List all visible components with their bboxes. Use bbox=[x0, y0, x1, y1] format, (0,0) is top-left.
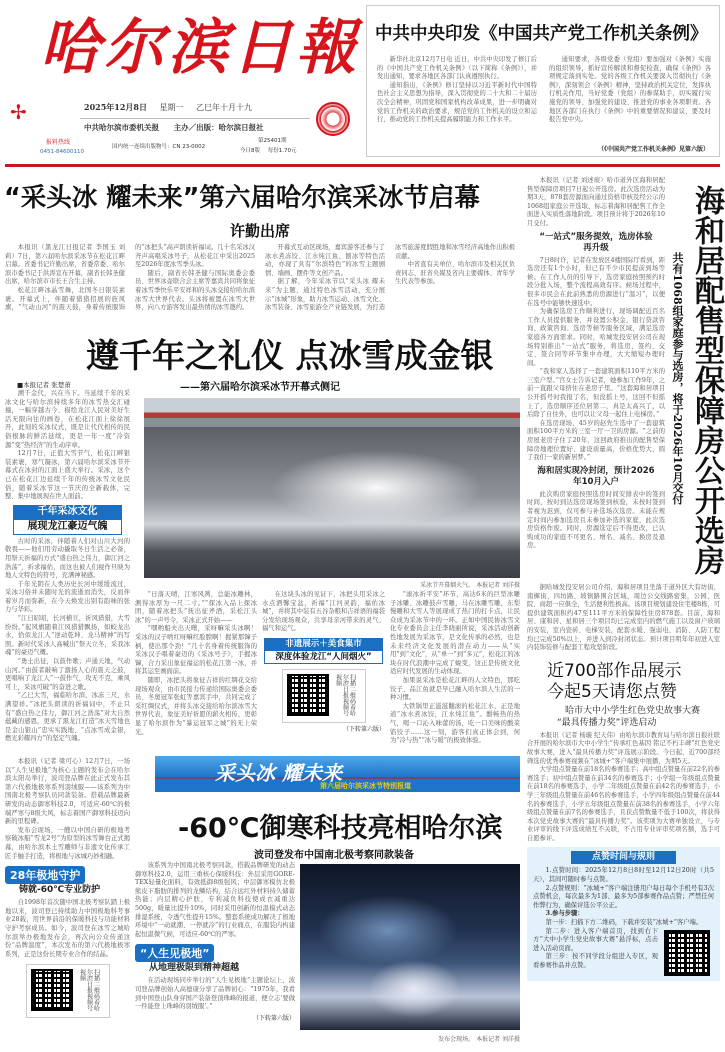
issue-date: 2025年12月8日 bbox=[84, 102, 147, 112]
feature-left-column bbox=[5, 380, 130, 744]
rules-title: 点赞时间与规则 bbox=[571, 851, 676, 864]
section-tag bbox=[5, 864, 130, 884]
qr-caption: 扫描二维码看哈尔滨日报视频号视频 bbox=[78, 969, 100, 1012]
feature-column-a bbox=[135, 591, 257, 737]
paragraph: 大铁锅里正滋滋翻滚的松花江水，正是地道“冰水煮冰饺，江水炖江鱼”。酣畅热的热气，喝一口沁入味蕾的汤，吃一口美味的酸菜馅饺子……这一刻，游客们真正体会到，何为“冷与热”“冰与暖”的极致体验。 bbox=[390, 702, 520, 745]
section-subtitle: “一站式”服务提效，选房体验再升级 bbox=[539, 231, 653, 253]
contest-headline-line1[interactable]: 近700部作品展示 bbox=[547, 660, 682, 681]
launch-event-photo[interactable] bbox=[300, 864, 520, 1030]
paragraph: “江日昭昭，长河横亘，祈风猎猎，大雪纷纷。”起风旗随着江风猎猎飘扬，如蛟龙出水，恰似龙江人“逆动乾坤、龙马精神”的写照。新时代采冰人高喊出“祭天立冬，采我冰魂”的豪迈气概。 bbox=[5, 615, 130, 657]
paragraph: 随后，副省长韩圣健与国际奥委会委员、世界冰壶联合会主席等嘉宾共同将象征着冰雪季快乐平安祥和的头冰交接给哈尔滨冰雪大世界代表。头冰将被置在冰雪大世界，向八方游客发出最热情的冰雪邀约。 bbox=[135, 269, 255, 312]
masthead-divider bbox=[80, 118, 310, 119]
weekday: 星期一 bbox=[159, 103, 184, 112]
app-download-qr-code[interactable] bbox=[664, 930, 710, 976]
section-tag-label: 28年极地守护 bbox=[5, 866, 85, 884]
red-divider bbox=[5, 164, 720, 167]
rule-item: 2.点赞规则：“冰城+”客户端注册用户每日每个手机号有3次点赞机会，每次最多为1部、最多为5部参赛作品点赞；严禁任何作弊行为，确保评选公平公正。 bbox=[533, 884, 714, 909]
paragraph: 本报讯（黑龙江日报记者 李国玉 刘莉）7日，第六届哈尔滨采冰节在松花江畔启幕。省委书记许勤出席，省委常委、哈尔滨市委书记于洪涛宣布开幕，副省长韩圣健出席，哈尔滨市市长王合生主持。 bbox=[5, 244, 125, 286]
paragraph: 本报讯（记者 杨璇 纪天伟）由哈尔滨市教育局与哈尔滨日报社联合开展的哈尔滨市大中小学生“传承红色基因 铭记不朽丰碑”红色党史故事大赛，进入“最具传播力奖”评选展示阶段。今日起，近700部经筛选的优秀参赛视频在“冰城+”客户端集中展播，为期5天。 bbox=[527, 731, 720, 765]
section-subtitle: 从地理极限到精神超越 bbox=[149, 963, 240, 974]
section-subtitle: 海和居实现冷封闭，预计2026年10月入户 bbox=[537, 465, 655, 487]
right-lower-column bbox=[527, 584, 720, 981]
section-subtitle: 铸就-60℃专业防护 bbox=[19, 885, 101, 896]
publisher-text: 主办／出版：哈尔滨日报社 bbox=[173, 123, 264, 132]
housing-headline[interactable]: 海和居配售型保障房公开选房 bbox=[689, 185, 724, 575]
tech-subhead: 波司登发布中国南北极考察同款装备 bbox=[254, 850, 414, 861]
paragraph: 开幕式互动区现场，嘉宾游客还参与了冰水煮冻饺、江水炖江鱼、刨冰等特色活动，亦现了具有“尔滨特色”的冰雪主题剧情、墙画、摆件等文创产品。 bbox=[265, 244, 385, 277]
page-count: 今日8版 bbox=[240, 148, 260, 154]
ice-festival-photo[interactable] bbox=[144, 398, 520, 578]
paragraph: 在这块头冰的见证下，冰把头用采冰之水点洒馨宝盆，祈福“江河灵韵，福佑冰城”，并将其中装有五谷杂粮和吉祥语的福袋分发给现场观众，共享母亲河带来的灵气、福气和运气。 bbox=[262, 591, 385, 633]
contest-subhead-line2: “最具传播力奖”评选启动 bbox=[557, 717, 657, 728]
organ-text: 中共哈尔滨市委机关报 bbox=[84, 123, 159, 132]
paragraph: “滚冰祈平安”环节，高达6米的巨型冰雕子冰雕、冰雕鼓声雪雕，马在冰雕雪雕，东梨慢雕和大雪人等展现成了热门的打卡点，让民众成为采冰节中的一环。正如中国民协冰雪文化专业委员会主任李晓丽所说，采冰活动创新性地发展为采冰节，是文化传承的必然，也是未来经济文化发展的潜在动力——从“实用”到“文化”，从“单一”到“多元”，松花江的冰块在时代浪潮中完成了蜕变，这正是传统文化适应时代发展的生动体现。 bbox=[390, 591, 520, 676]
paragraph: 自1998年首次随中国北极考察队踏上极地以来，波司登已持续助力中国极地科考事业28载，用世界前沿的保暖科技与功能材料守护考察成员。如今，波司登在冰雪之城哈尔滨举办极地发布会，再次向公众传递这份“品牌温度”，本次发布的第六代极地极寒系列，正是这份长期专业合作的结晶。 bbox=[5, 899, 130, 958]
section-title: 千年采冰文化 bbox=[13, 505, 122, 519]
top-story-paragraph: 通知指出，《条例》修订坚持以习近平新时代中国特色社会主义思想为指导，深入贯彻党的二十大和二十届历次全会精神，巩固党和国家机构改革成果，进一步明确对党的工作机关的政治要求，规范党的工作机关的设立和运行，推动党的工作机关提高履职能力和工作水平。 bbox=[377, 81, 537, 124]
tech-qr-box bbox=[26, 964, 110, 1018]
tech-jump[interactable]: （下转第六版） bbox=[252, 1014, 295, 1022]
section-tag bbox=[135, 942, 295, 962]
lunar-date: 乙巳年十月十九 bbox=[196, 103, 253, 112]
section-title: 非遗展示＋美食集市 bbox=[264, 638, 383, 650]
paragraph: 该系列为中国南北极考察同款，搭载品牌研发的动态御寒科技2.0，运用三重核心保暖科技：外层采用GORE-TEX轻量化面料，有效抵御8级强风；中层御寒模仿北极熊皮下脂肪的排列的龙鳞结构，结合远红外材料持久储蓄热能；内层精心护肤，专利减负科技使成衣减重达500g，暖量比提升10%，同时采用创新的恒温模式动态排湿系统，令透气性提升15%。整套系统成功解决了极地环境中“一动就潮、一停就冷”的行业痛点，在服装内构建起恒温微气候，可适应-60℃的严寒。 bbox=[135, 862, 295, 938]
top-story-paragraph: 通知要求，各级党委（党组）要加强对《条例》实施的组织领导，抓好宣传解读和督促检查，确保《条例》各项规定落到实处。党的各级工作机关要深入贯彻执行《条例》，深刻领会《条例》精神，坚持政治机关定位，发挥执行机关作用，当好党委（党组）的参谋助手，切实履行实施党的领导、加强党的建设、推进党的事业各项职责。各地区各部门在执行《条例》中的重要情况和建议，要及时报告党中央。 bbox=[549, 56, 711, 124]
paragraph: 古时的采冰，伴随着人们对山川大河的敬畏——他们用劳动撬取冬日生活之必备，用祭天祈福的方式“盛白热之伟力，御江河之浩荡”，祈求福佑，而这也被人们视作旦映为地人文特色的符号，充满神秘感。 bbox=[5, 537, 130, 580]
feature-byline: ■本报记者 张楚萧 bbox=[17, 381, 71, 389]
photo-caption: 发布会现场。 本报记者 刘洋摄 bbox=[438, 1036, 520, 1043]
feature-subhead: ——第六届哈尔滨采冰节开幕式侧记 bbox=[180, 382, 340, 393]
section-subtitle: 深度体验龙江“人间烟火” bbox=[264, 650, 383, 664]
qr-code[interactable] bbox=[31, 969, 73, 1011]
photo-caption: 采冰节开幕烟火气。 本报记者 刘洋摄 bbox=[420, 582, 520, 589]
paragraph: “日落天晴，江寒风冽，总能冰雕林，测得冰厚为一尺二寸。”“探冰入品上探冰团，随着冰把头“抚出征斧酒，采松江头冰”的一声号令，采冰正式开始—— bbox=[135, 591, 257, 624]
paragraph: 为确保选房工作顺利进行，现场调配近百名工作人员提供服务，并设置公积金、银行贷款咨询、政策咨询、选房等候等服务区域，满足选房家庭各方面需求。同时，哈城发投安居公司在现场特别推出“一站式”服务，将选房、签约、交定、签合同等环节集中办理，大大缩短办理时间。 bbox=[527, 308, 665, 367]
paragraph: 随即，冰把头将象征吉祥的红绸花交给现场观众，由市民接力传递给国际奥委会委员、冬奥冠军张虹等嘉宾手中，共同完成了采红绸仪式，并将头冰交接给哈尔滨冰雪大世界代表，象征美好祈愿的薪火相传，更彰显了哈尔滨作为“暴运冠军之城”的无上荣光。 bbox=[135, 676, 257, 736]
banner-title: 采头冰 耀未来 bbox=[215, 761, 342, 785]
housing-subhead: 共有1068组家庭参与选房，将于2026年10月交付 bbox=[671, 252, 684, 505]
feature-column-b bbox=[262, 591, 385, 733]
paragraph: 12月7日，正值大雪节气，松花江畔银装素裹，寒气凝冰，第六届哈尔滨采冰节开幕式在冰封的江面上盛大举行。采冰，这个已在松花江边延续千年的传统冰雪文化民俗，随着采冰节这一节庆的全新载体，完整、集中地展现在世人面前。 bbox=[5, 450, 130, 501]
tech-headline[interactable]: -60℃御寒科技亮相哈尔滨 bbox=[178, 813, 503, 844]
top-story-headline[interactable]: 中共中央印发《中国共产党工作机关条例》 bbox=[375, 24, 708, 44]
tech-left-column bbox=[5, 758, 130, 1018]
feature-qr-box bbox=[282, 669, 366, 723]
paragraph: 此次购房家庭按照选房时间安排表中的签到时间，按时到达选房现场签到核验，未按时签到者视为迟到，仅可参与补选场次选房。未能在规定时间内参加选房且未参加补选的家庭，此次选房资格作废。同时，房源选定后不得更改，已认购成功的家庭不可更名、增名、减名、换房及退房。 bbox=[527, 490, 665, 550]
paragraph: “勇士出征，以鼓作歌；声通天地，气动山河。”由鼓者敲响了激扬人心的震天之鼓，更唱响了龙江人“一鼓作气，攻无不克，乘风可上，采冰可破”的奋进之歌。 bbox=[5, 658, 130, 691]
rules-box bbox=[527, 847, 720, 980]
section-tag-label: “人生见极地” bbox=[135, 944, 214, 962]
paragraph: 中省直有关单位、哈尔滨市及相关区负责同志，驻省央媒及省内主要媒体、青年学生代表等参加。 bbox=[395, 261, 515, 286]
paragraph: 在选房现场，45岁的赵先生选中了一套建筑面积100平方米的三室一厅一卫的房源。“之前的房屋老房子住了20年，这回政府推出的配售型保障房地理位置好、建设质量高，价格优势大，圆了我们一家的新居梦。” bbox=[527, 419, 665, 462]
top-story-jump[interactable]: （《中国共产党工作机关条例》见第六版） bbox=[597, 146, 709, 153]
feature-jump[interactable]: （下转第六版） bbox=[342, 725, 385, 733]
contest-subhead-line1: 哈市大中小学生红色党史故事大赛 bbox=[565, 705, 701, 716]
paragraph: 本报讯（记者 梁可心）12月7日，一场以“人生见极地”为核心主题的发布会在哈尔滨太阳岛举行，波司登品牌在此正式发布其第六代极地极寒系列羽绒服——该系列为中国南北极考察队员同款装备。搭载品牌最新研发的动态御寒科技2.0，可适应-60℃的极端严寒与8级大风，标志着国产御寒科技迈向新的里程碑。 bbox=[5, 758, 130, 826]
hotline-number: 0451-84600110 bbox=[40, 149, 84, 155]
paragraph: “乙巳大雪，福临哈尔滨，冰冻三尺，水满望祥。”冰把头朗读的祈福词中，不止只有“盛白热之伟力，御江河之浩荡”对大自然蕴藏的感恩，更承了黑龙江打造“冰天雪地也是金山银山”忠实实践地、“点冰雪成金银，燃光彩耀四方”的坚定气魄。 bbox=[5, 692, 130, 743]
paragraph: 溯千金代，兴在当下。当延续千年的采冰文化与哈尔滨持续多年的冰雪热交汇碰撞，一幅穿越古今、描绘龙江人民对美好生活无限向往的画卷，在松花江面上徐徐展开，此刻的采冰仪式，既是让代代相传的民俗根脉的鲜活延续，更是一年一度“冷资源”变“热经济”的生动序章。 bbox=[5, 390, 130, 449]
paragraph: 7日8时许，记者在发放区4楼国际厅看到，距选房还有1个小时，但已有不少市民提前到场等候。在工作人员的引导下，选房家庭按照预约时段分批入场，整个流程高效有序。候场过程中，很多市民会在此前熟悉的房源进行“温习”，以便在选号中能够快速选中。 bbox=[527, 256, 665, 307]
paragraph: 发布会现场，一艘以中国自研的极地考察破冰船“雪龙2号”为原型的冰雪舞台正式揭幕，由哈尔滨本土雪雕师与非遗文化传承工匠手触手打造，将极地与冰城巧妙相融。 bbox=[5, 826, 130, 860]
price: 每份1.70元 bbox=[267, 148, 297, 154]
issue-number: 第25401期 bbox=[258, 138, 287, 144]
paragraph: 松花江畔冰晶雪舞，北国冬日银装素裹。开幕式上，伴随着猎猎招展的旌风旗，“气动山河”的震天鼓，身着传统服饰的“冰把头”高声朗读祈福词。几十名采冰汉齐声高唱采冰号子，从松花江中采出2025至2026年度冰雪季头冰。 bbox=[5, 244, 255, 312]
paragraph: 千年光阴在人类历史长河中缓缓流过，采冰习俗并未随时光的流逝而消失，反而伴着岁月而弥新，在今天焕发出别有韵味的张力与华彩。 bbox=[5, 580, 130, 614]
feature-headline[interactable]: 遵千年之礼仪 点冰雪成金银 bbox=[86, 336, 494, 375]
contest-headline-line2[interactable]: 今起5天请您点赞 bbox=[547, 681, 677, 702]
hotline-label: 报料热线 bbox=[46, 139, 71, 146]
tech-middle-column bbox=[135, 862, 295, 1022]
feature-column-c bbox=[390, 591, 520, 746]
rule-item: 3.参与步骤： bbox=[545, 910, 584, 918]
rule-item: 1.点赞时间：2025年12月8日8时至12月12日20时（共5天），其间可随时参与点赞。 bbox=[533, 867, 714, 884]
issn-text: 国内统一连续出版物号：CN 23-0002 bbox=[112, 144, 206, 150]
banner-subtitle: 第六届哈尔滨采冰节特别报道 bbox=[320, 782, 411, 790]
section-subtitle: 展现龙江豪迈气魄 bbox=[13, 519, 122, 535]
emblem-left-icon: ✢ bbox=[10, 100, 27, 124]
paragraph: 加果说采冰是松花江畔的人文特色，那吃饺子、品江鱼就是早已融入哈尔滨人生活的一种习惯。 bbox=[390, 676, 520, 702]
ice-festival-body bbox=[5, 244, 515, 313]
rule-item: 第二步：进入客户端首页，找到右下方“大中小学生党史故事大赛”悬浮标，点击进入活动页面。 bbox=[533, 927, 658, 952]
masthead-logo: 哈尔滨日報 bbox=[40, 13, 360, 83]
top-story-paragraph: 新华社北京12月7日电 近日，中共中央印发了修订后的《中国共产党工作机关条例》（以下简称《条例》），并发出通知，要求各地区各部门认真遵照执行。 bbox=[377, 56, 537, 81]
qr-caption: 扫描二维码看哈尔滨日报视频号视频 bbox=[334, 673, 356, 716]
paragraph: 在活动现场同步举行的“人生见极地”主题论坛上，波司登品牌创始人高德康分享了品牌初心：“1975年，我看到中国登山队身穿国产装备登顶珠峰的报道，便立志‘要做一件能登上珠峰的羽绒服’。” bbox=[135, 977, 295, 1011]
paragraph: “嘿哟船夫出天曙，采呀嘛采头冰啊！采冰的汉子哟红呀嘛红脸膛啊！握紧那镩子柄，使出那个劲！”几十名身着传统服饰的采冰汉子唱着豪迈的《采冰号子》，手握冰镩，合力采出象征福运的松花江第一冰，并将其运至画面前。 bbox=[135, 625, 257, 676]
paragraph: 本报讯（记者 刘述玻）哈市道外区海和居配售型保障房项目7日起公开选房。此次选房活动为期3天，878套房源面向通过资格审核及经公示的1068组家庭公开选取，标志着海和居配售工作全面进入实质性落地阶段。项目预计将于2026年10月交付。 bbox=[527, 177, 665, 227]
special-report-banner bbox=[155, 756, 520, 792]
ice-festival-subhead: 许勤出席 bbox=[230, 222, 291, 240]
emblem-right-icon bbox=[316, 102, 350, 136]
paragraph: 大学组点赞量在前18名的参赛选手；高中组点赞量在前22名的参赛选手；初中组点赞量在前34名的参赛选手；小学组一年级组点赞量在前18名的参赛选手，小学二年级组点赞量在前42名的参赛选手，小学三年级组点赞量在前46名的参赛选手，小学四年级组点赞量在前44名的参赛选手，小学五年级组点赞量在前38名的参赛选手，小学六年级组点赞量在前7名的参赛选手，且获点赞数量不低于100次，将获得本次党史故事大赛的“最具传播力奖”。该奖项为大赛单独设立，与专业评审的线下评选成绩互不关联，不占用专业评审奖项名额，选手可自愿参评。 bbox=[527, 766, 720, 842]
rule-item: 第三步：按不同学段分组进入专区，观看参赛作品并点赞。 bbox=[533, 953, 658, 969]
paragraph: 据哈城发投安居公司介绍，海和居项目坐落于道外区大有坊街，南樨街、四坊路、坡镇路围合区域，周边公交线路密集，公园、医院、商超一应俱全，生活便利性极高。该项目规划建设住宅楼8栋，可提供建筑面积约47至111平方米的保障性住房878套。目前，海和居、康和居、星和居三个项目均已完成室内的燃气施工以及窗户玻璃的安装，室内瓷砖、电梯安装，配套水暖、强弱电、消防、人防工程均已完成50%以上，并进入到冷封闭状态。预计项目明年年初进入室内装饰装修与配套工程攻坚阶段。 bbox=[527, 584, 720, 652]
housing-column bbox=[527, 177, 665, 551]
rule-item: 第一步：扫描下方二维码，下载并安装“冰城+”客户端。 bbox=[545, 919, 703, 927]
paragraph: “我和家人选择了一套建筑面积110平方米的三室户型。”宫女士告诉记者，她参加工作9年，之前一直跟父母挤住在老房子里。“这套海和居项目公开摇号时我报了名，但没摇上号，这回不但摇上了，选房顺序还位居第二，真是太高兴了，以后除了自住外，也可以让父母一起住上电梯房。” bbox=[527, 368, 665, 419]
ice-festival-headline[interactable]: “采头冰 耀未来”第六届哈尔滨采冰节启幕 bbox=[4, 183, 480, 213]
qr-code[interactable] bbox=[287, 674, 329, 716]
top-story-box bbox=[366, 5, 720, 157]
paragraph: 据了解，今年采冰节以“采头冰 耀未来”为主题，通过特色冰雪活动，充分展示“冰城”形象，助力冰雪运动、冰雪文化、冰雪装备、冰雪旅游全产业链发展，为打造冰雪旅游度假胜地和冰雪经济高地作出积极贡献。 bbox=[265, 244, 515, 312]
